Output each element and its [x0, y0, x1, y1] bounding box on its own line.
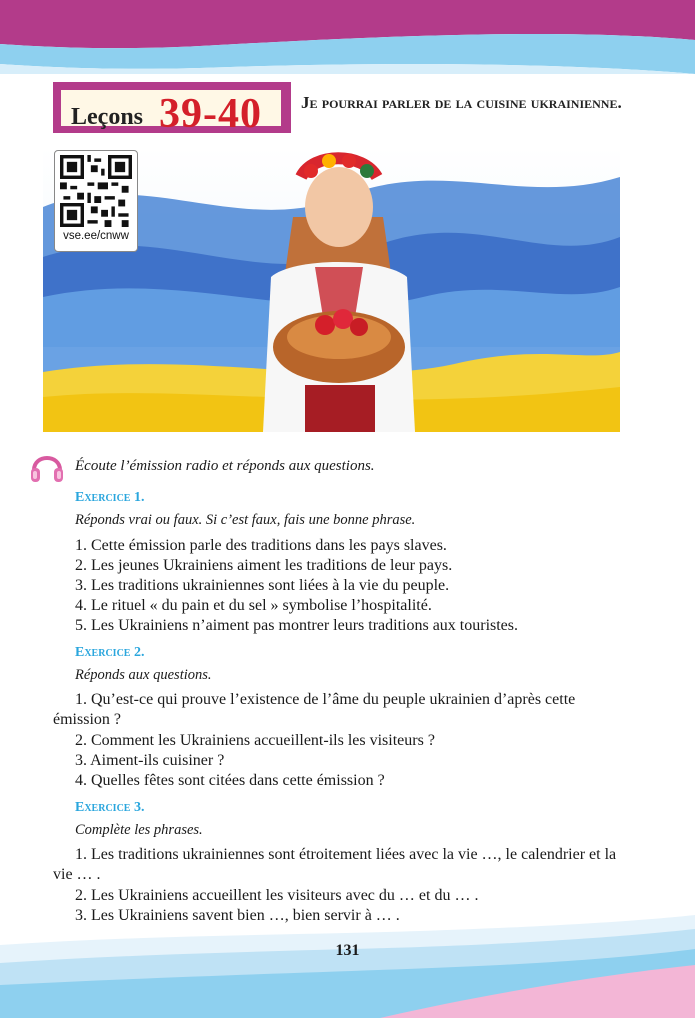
listening-instruction: Écoute l’émission radio et réponds aux questions. — [75, 458, 375, 474]
exercise-1-subtitle: Réponds vrai ou faux. Si c’est faux, fais une bonne phrase. — [75, 512, 416, 528]
exercise-1-title: Exercice 1. — [75, 490, 145, 505]
page-number: 131 — [335, 942, 360, 959]
exercise-2-title: Exercice 2. — [75, 645, 145, 660]
qr-code-box[interactable] — [54, 150, 138, 252]
exercise-2-subtitle: Réponds aux questions. — [75, 667, 212, 683]
exercise-2-item: 2. Comment les Ukrainiens accueillent-ils les visiteurs ? — [75, 732, 435, 749]
lesson-title: Je pourrai parler de la cuisine ukrainienne. — [301, 93, 622, 112]
exercise-1-item: 3. Les traditions ukrainiennes sont liées à la vie du peuple. — [75, 577, 450, 594]
lesson-number: 39-40 — [159, 91, 262, 137]
lesson-word: Leçons — [71, 104, 143, 130]
lesson-header-box — [53, 82, 291, 137]
headphones-icon — [29, 446, 65, 486]
exercise-3-subtitle: Complète les phrases. — [75, 822, 203, 838]
exercise-2-item: 3. Aiment-ils cuisiner ? — [75, 752, 225, 769]
exercise-3-item: 2. Les Ukrainiens accueillent les visiteurs avec du … et du … . — [75, 887, 479, 904]
exercise-2-item: 1. Qu’est-ce qui prouve l’existence de l’âme du peuple ukrainien d’après cette émission ? — [53, 691, 576, 728]
qr-code-icon — [60, 155, 132, 227]
exercise-3-item: 1. Les traditions ukrainiennes sont étroitement liées avec la vie …, le calendrier et la vie … . — [53, 846, 617, 883]
exercise-1-item: 4. Le rituel « du pain et du sel » symbolise l’hospitalité. — [75, 597, 432, 614]
exercise-3-title: Exercice 3. — [75, 800, 145, 815]
exercise-1-item: 5. Les Ukrainiens n’aiment pas montrer leurs traditions aux touristes. — [75, 617, 519, 634]
qr-url[interactable]: vse.ee/cnww — [63, 230, 129, 242]
exercise-2-item: 4. Quelles fêtes sont citées dans cette émission ? — [75, 772, 385, 789]
exercise-3-item: 3. Les Ukrainiens savent bien …, bien servir à … . — [75, 907, 400, 924]
exercise-1-item: 1. Cette émission parle des traditions dans les pays slaves. — [75, 537, 447, 554]
bottom-decorative-band — [0, 905, 695, 1018]
exercise-1-item: 2. Les jeunes Ukrainiens aiment les traditions de leur pays. — [75, 557, 453, 574]
top-decorative-band — [0, 0, 695, 74]
